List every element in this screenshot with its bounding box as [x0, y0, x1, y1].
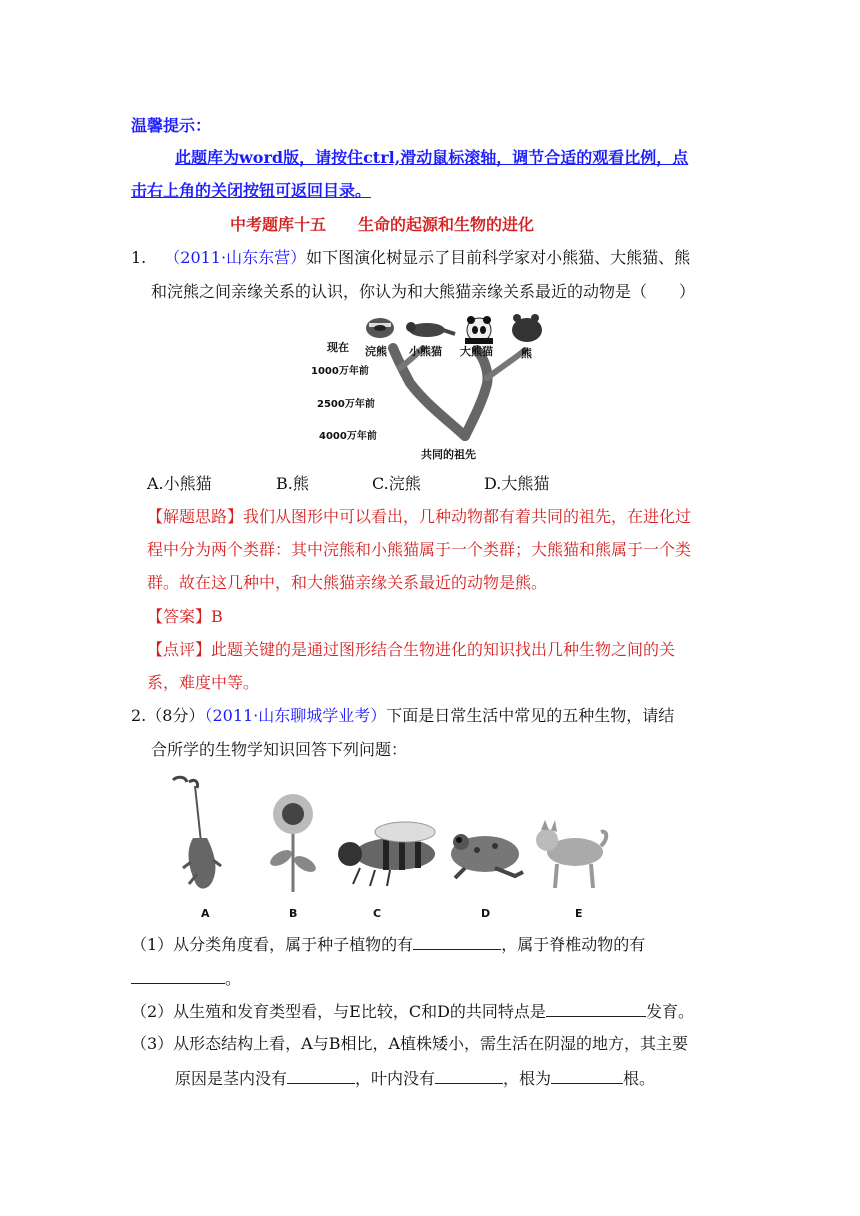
- q1-comment-line1: [147, 640, 675, 660]
- blank-stem[interactable]: [287, 1067, 355, 1084]
- blank-leaf[interactable]: [435, 1067, 503, 1084]
- red-panda-label: 小熊猫: [409, 345, 442, 358]
- q2-sub1-cont: [131, 967, 241, 989]
- branch-bear-group: [465, 350, 488, 436]
- blank-development-type[interactable]: [546, 1000, 646, 1017]
- q1-answer: [147, 607, 223, 627]
- q1-option-d: D.大熊猫: [484, 474, 550, 493]
- analysis-tag: 【解题思路】: [147, 507, 244, 526]
- sub2-text-a: （2）从生殖和发育类型看，与E比较，C和D的共同特点是: [131, 1002, 546, 1021]
- sub3-text-b: ，叶内没有: [355, 1069, 436, 1088]
- q1-stem-line1: [131, 248, 690, 268]
- tip-line-1[interactable]: 此题库为word版，请按住ctrl,滑动鼠标滚轴，调节合适的观看比例，点: [175, 148, 689, 167]
- time-label-4000: 4000万年前: [319, 431, 377, 442]
- bear-label: 熊: [521, 347, 532, 360]
- answer-value: B: [211, 607, 223, 626]
- q2-sub3-line1: （3）从形态结构上看，A与B相比，A植株矮小，需生活在阴湿的地方，其主要: [131, 1034, 689, 1053]
- page-title: 中考题库十五 生命的起源和生物的进化: [230, 215, 535, 234]
- organism-label-d: D: [481, 907, 491, 920]
- q2-sub1: [131, 933, 645, 955]
- q1-option-b: B.熊: [276, 474, 309, 493]
- organism-label-a: A: [201, 907, 210, 920]
- organism-label-b: B: [289, 907, 298, 920]
- q2-stem-text1: 下面是日常生活中常见的五种生物，请结: [386, 706, 675, 725]
- frog-icon: [451, 834, 523, 878]
- sub3-text-a: 原因是茎内没有: [175, 1069, 288, 1088]
- organisms-figure: [155, 772, 615, 922]
- dog-icon: [536, 820, 606, 888]
- time-label-1000: 1000万年前: [311, 366, 369, 377]
- red-panda-icon: [406, 322, 455, 337]
- q1-analysis-line1: [147, 507, 691, 527]
- q1-stem-line2: 和浣熊之间亲缘关系的认识，你认为和大熊猫亲缘关系最近的动物是（ ）: [151, 282, 696, 301]
- bear-icon: [512, 314, 542, 342]
- q2-source: （2011·山东聊城学业考）: [204, 706, 387, 725]
- tip-line-2[interactable]: 击右上角的关闭按钮可返回目录。: [131, 181, 372, 200]
- q2-sub3-line2: [175, 1067, 655, 1089]
- bee-icon: [338, 822, 435, 886]
- sub1-text-a: （1）从分类角度看，属于种子植物的有: [131, 935, 414, 954]
- q2-sub2: [131, 1000, 694, 1022]
- comment-text1: 此题关键的是通过图形结合生物进化的知识找出几种生物之间的关: [211, 640, 676, 659]
- blank-seed-plants[interactable]: [413, 933, 501, 950]
- q1-analysis-line3: 群。故在这几种中，和大熊猫亲缘关系最近的动物是熊。: [147, 573, 548, 592]
- answer-tag: 【答案】: [147, 607, 212, 626]
- sub1-end: 。: [225, 969, 242, 988]
- q1-stem-text1: 如下图演化树显示了目前科学家对小熊猫、大熊猫、熊: [306, 248, 691, 267]
- now-label: 现在: [327, 341, 349, 354]
- q1-option-c: C.浣熊: [372, 474, 421, 493]
- sub1-text-b: ，属于脊椎动物的有: [501, 935, 646, 954]
- giant-panda-icon: [465, 316, 493, 344]
- evolution-tree-figure: [305, 308, 545, 468]
- blank-vertebrates[interactable]: [131, 967, 225, 984]
- ancestor-label: 共同的祖先: [421, 448, 476, 461]
- q1-analysis-line2: 程中分为两个类群：其中浣熊和小熊猫属于一个类群；大熊猫和熊属于一个类: [147, 540, 692, 559]
- q2-stem-line1: [131, 706, 674, 726]
- comment-tag: 【点评】: [147, 640, 212, 659]
- organism-label-c: C: [373, 907, 382, 920]
- q1-comment-line2: 系，难度中等。: [147, 673, 260, 692]
- q1-number: 1.: [131, 248, 147, 267]
- analysis-text1: 我们从图形中可以看出，几种动物都有着共同的祖先，在进化过: [243, 507, 692, 526]
- sub3-text-d: 根。: [623, 1069, 656, 1088]
- raccoon-label: 浣熊: [365, 345, 387, 358]
- organism-label-e: E: [575, 907, 583, 920]
- moss-icon: [173, 777, 221, 888]
- sunflower-icon: [268, 794, 319, 892]
- time-label-2500: 2500万年前: [317, 399, 375, 410]
- q1-option-a: A.小熊猫: [147, 474, 212, 493]
- q2-stem-line2: 合所学的生物学知识回答下列问题：: [151, 740, 408, 759]
- q2-number: 2.（8分）: [131, 706, 205, 725]
- sub2-text-b: 发育。: [645, 1002, 694, 1021]
- blank-root[interactable]: [551, 1067, 623, 1084]
- sub3-text-c: ，根为: [503, 1069, 552, 1088]
- q1-source: （2011·山东东营）: [164, 248, 307, 267]
- giant-panda-label: 大熊猫: [460, 345, 493, 358]
- raccoon-icon: [366, 318, 394, 338]
- tip-title: 温馨提示：: [131, 116, 212, 135]
